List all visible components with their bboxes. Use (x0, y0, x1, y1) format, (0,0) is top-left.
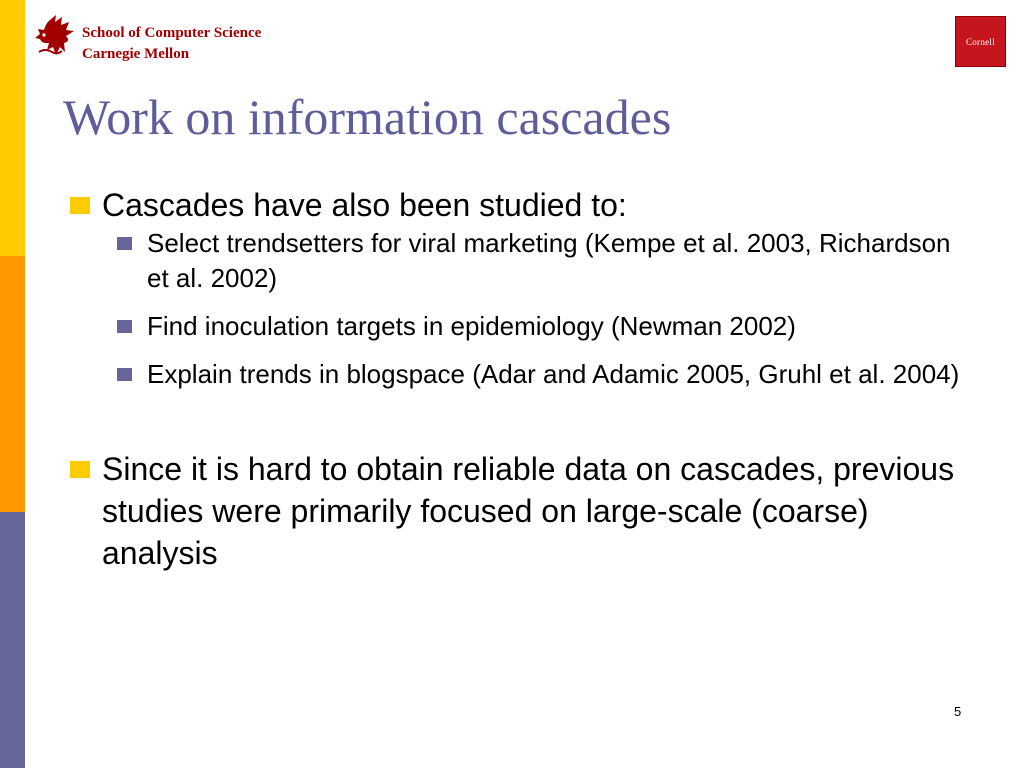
cornell-logo-text: Cornell (965, 36, 996, 47)
institution-name (82, 23, 261, 65)
slide-body (63, 184, 968, 574)
sub-bullet-text: Select trendsetters for viral marketing (Kempe et al. 2003, Richardson et al. 2002) (147, 228, 951, 293)
sub-bullet-item (63, 309, 968, 344)
sub-bullet-text: Explain trends in blogspace (Adar and Adamic 2005, Gruhl et al. 2004) (147, 359, 960, 389)
sub-bullet-item (63, 226, 968, 296)
sub-bullet-item (63, 357, 968, 392)
square-bullet-icon (70, 197, 90, 214)
bullet-text: Cascades have also been studied to: (102, 187, 627, 223)
page-number: 5 (954, 704, 962, 719)
dragon-icon (32, 14, 80, 60)
org-line-1: School of Computer Science (82, 25, 262, 41)
square-bullet-icon (70, 461, 90, 478)
bullet-item (63, 184, 968, 226)
slide-title: Work on information cascades (63, 89, 672, 145)
bullet-item (63, 448, 968, 574)
square-bullet-icon (117, 368, 132, 381)
accent-bar-orange (0, 256, 25, 512)
accent-bar-purple (0, 512, 25, 768)
square-bullet-icon (117, 320, 132, 333)
bullet-text: Since it is hard to obtain reliable data on cascades, previous studies were primarily focused on large-scale (coarse) analysis (102, 451, 955, 571)
square-bullet-icon (117, 237, 132, 250)
sub-bullet-text: Find inoculation targets in epidemiology (Newman 2002) (147, 311, 796, 341)
sub-bullet-list (63, 226, 968, 392)
accent-bar-yellow (0, 0, 25, 256)
cornell-logo (955, 16, 1006, 67)
org-line-2: Carnegie Mellon (82, 46, 190, 62)
